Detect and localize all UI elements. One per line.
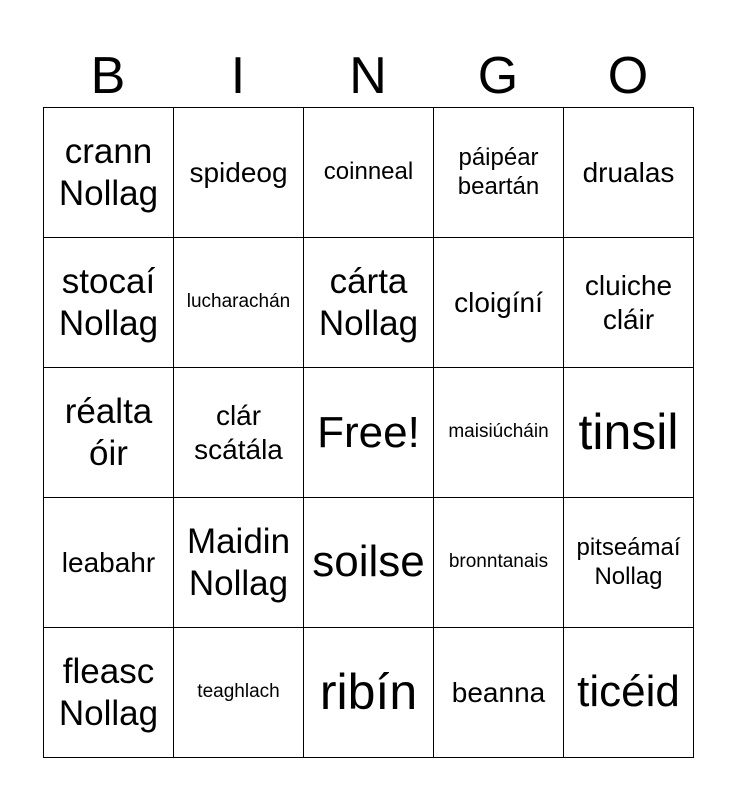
cell-label: crann Nollag xyxy=(58,131,159,213)
bingo-cell[interactable] xyxy=(564,108,694,238)
bingo-cell[interactable] xyxy=(434,498,564,628)
cell-label: Maidin Nollag xyxy=(186,521,291,603)
free-space-cell[interactable] xyxy=(304,368,434,498)
cell-label: réalta óir xyxy=(64,391,153,473)
cell-label: teaghlach xyxy=(197,681,280,703)
cell-label: fleasc Nollag xyxy=(58,651,159,733)
cell-label: bronntanais xyxy=(448,551,549,573)
bingo-cell[interactable] xyxy=(174,108,304,238)
cell-label: ticéid xyxy=(577,667,680,717)
bingo-header xyxy=(43,44,693,108)
header-letter-i: I xyxy=(230,47,246,105)
bingo-cell[interactable] xyxy=(564,498,694,628)
cell-label: drualas xyxy=(582,156,675,188)
cell-label: ribín xyxy=(319,664,418,720)
bingo-cell[interactable] xyxy=(44,498,174,628)
bingo-cell[interactable] xyxy=(174,238,304,368)
bingo-board xyxy=(43,107,694,758)
bingo-cell[interactable] xyxy=(434,628,564,758)
cell-label: cluiche cláir xyxy=(584,270,673,335)
cell-label: leabahr xyxy=(61,546,156,578)
bingo-cell[interactable] xyxy=(434,238,564,368)
bingo-cell[interactable] xyxy=(174,498,304,628)
bingo-cell[interactable] xyxy=(564,628,694,758)
cell-label: maisiúcháin xyxy=(448,421,549,443)
bingo-cell[interactable] xyxy=(434,108,564,238)
cell-label: tinsil xyxy=(578,404,679,460)
cell-label: spideog xyxy=(189,156,288,188)
free-space-label: Free! xyxy=(317,407,420,457)
bingo-cell[interactable] xyxy=(304,498,434,628)
bingo-cell[interactable] xyxy=(434,368,564,498)
bingo-cell[interactable] xyxy=(44,238,174,368)
header-letter-g: G xyxy=(477,47,519,105)
cell-label: coinneal xyxy=(323,158,414,186)
bingo-cell[interactable] xyxy=(304,238,434,368)
bingo-cell[interactable] xyxy=(44,368,174,498)
bingo-cell[interactable] xyxy=(564,368,694,498)
cell-label: páipéar beartán xyxy=(457,143,540,200)
header-letter-b: B xyxy=(90,47,126,105)
header-letter-n: N xyxy=(349,47,387,105)
cell-label: lucharachán xyxy=(186,291,291,313)
cell-label: pitseámaí Nollag xyxy=(576,533,681,590)
cell-label: soilse xyxy=(312,537,425,587)
cell-label: beanna xyxy=(451,676,546,708)
bingo-cell[interactable] xyxy=(564,238,694,368)
bingo-cell[interactable] xyxy=(304,628,434,758)
bingo-cell[interactable] xyxy=(304,108,434,238)
cell-label: clár scátála xyxy=(194,400,283,465)
bingo-cell[interactable] xyxy=(44,628,174,758)
cell-label: stocaí Nollag xyxy=(58,261,159,343)
cell-label: cloigíní xyxy=(454,286,543,318)
bingo-cell[interactable] xyxy=(174,628,304,758)
bingo-cell[interactable] xyxy=(44,108,174,238)
bingo-cell[interactable] xyxy=(174,368,304,498)
cell-label: cárta Nollag xyxy=(318,261,419,343)
header-letter-o: O xyxy=(607,47,649,105)
